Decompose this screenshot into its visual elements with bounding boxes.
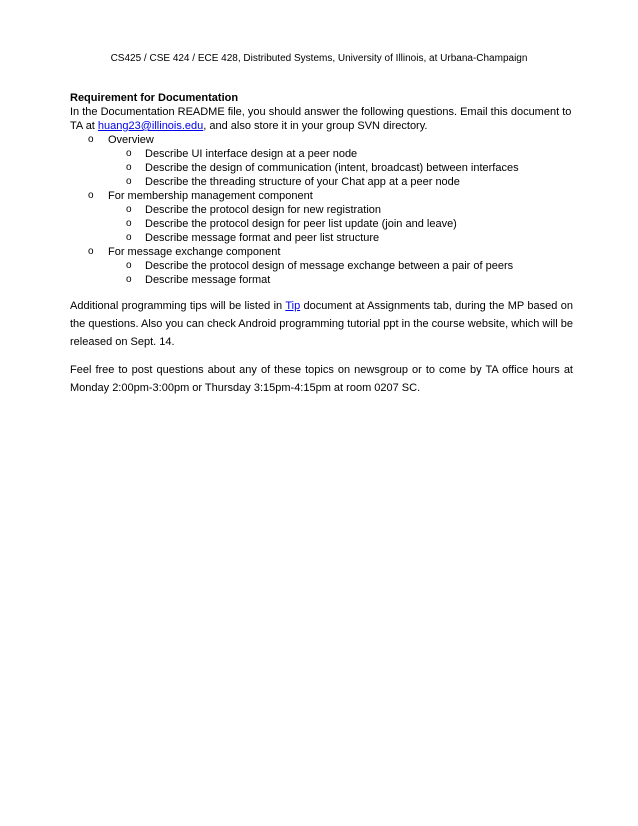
list-item-membership [70,189,573,245]
list-item [108,147,573,161]
bullet-icon: o [126,260,132,271]
list-item-text: Describe UI interface design at a peer node [145,148,358,160]
tips-text-before: Additional programming tips will be listed in [70,300,286,312]
group-label: For message exchange component [108,246,281,258]
group-label: For membership management component [108,190,313,202]
ta-email-link[interactable]: huang23@illinois.edu [97,120,204,132]
bullet-icon: o [88,190,94,201]
bullet-icon: o [126,204,132,215]
bullet-icon: o [88,134,94,145]
office-hours-paragraph: Feel free to post questions about any of these topics on newsgroup or to come by TA office hours at Monday 2:00pm-3:00pm or Thursday 3:15pm-4:15pm at room 0207 SC. [70,364,573,394]
document-body [70,91,573,397]
list-item [108,259,573,273]
list-item [108,217,573,231]
list-item-text: Describe the protocol design of message exchange between a pair of peers [145,260,514,272]
list-item-text: Describe the protocol design for new registration [145,204,382,216]
bullet-icon: o [88,246,94,257]
section-title: Requirement for Documentation [70,92,239,104]
list-item-text: Describe the design of communication (intent, broadcast) between interfaces [145,162,519,174]
list-item [108,273,573,287]
bullet-icon: o [126,274,132,285]
list-item-message-exchange [70,245,573,287]
bullet-icon: o [126,176,132,187]
list-item [108,175,573,189]
sub-list [108,259,573,287]
list-item-text: Describe message format [145,274,271,286]
list-item-text: Describe the threading structure of your Chat app at a peer node [145,176,460,188]
list-item-overview [70,133,573,189]
tip-link[interactable]: Tip [285,300,301,312]
bullet-icon: o [126,148,132,159]
question-list [70,133,573,287]
intro-text-before: In the Documentation README file, you should answer the following questions. Email this document to TA at [70,106,572,132]
list-item-text: Describe the protocol design for peer list update (join and leave) [145,218,457,230]
sub-list [108,203,573,245]
tips-text-after: document at Assignments tab, during the MP based on the questions. Also you can check Android programming tutorial ppt in the course website, which will be released on Sept. 14. [70,300,573,348]
sub-list [108,147,573,189]
bullet-icon: o [126,162,132,173]
group-label: Overview [108,134,154,146]
intro-paragraph [70,105,573,133]
programming-tips-paragraph [70,297,573,351]
list-item [108,161,573,175]
bullet-icon: o [126,232,132,243]
intro-text-after: , and also store it in your group SVN directory. [203,120,428,132]
bullet-icon: o [126,218,132,229]
page-header: CS425 / CSE 424 / ECE 428, Distributed Systems, University of Illinois, at Urbana-Champaign [110,53,528,64]
list-item [108,231,573,245]
list-item [108,203,573,217]
list-item-text: Describe message format and peer list structure [145,232,380,244]
